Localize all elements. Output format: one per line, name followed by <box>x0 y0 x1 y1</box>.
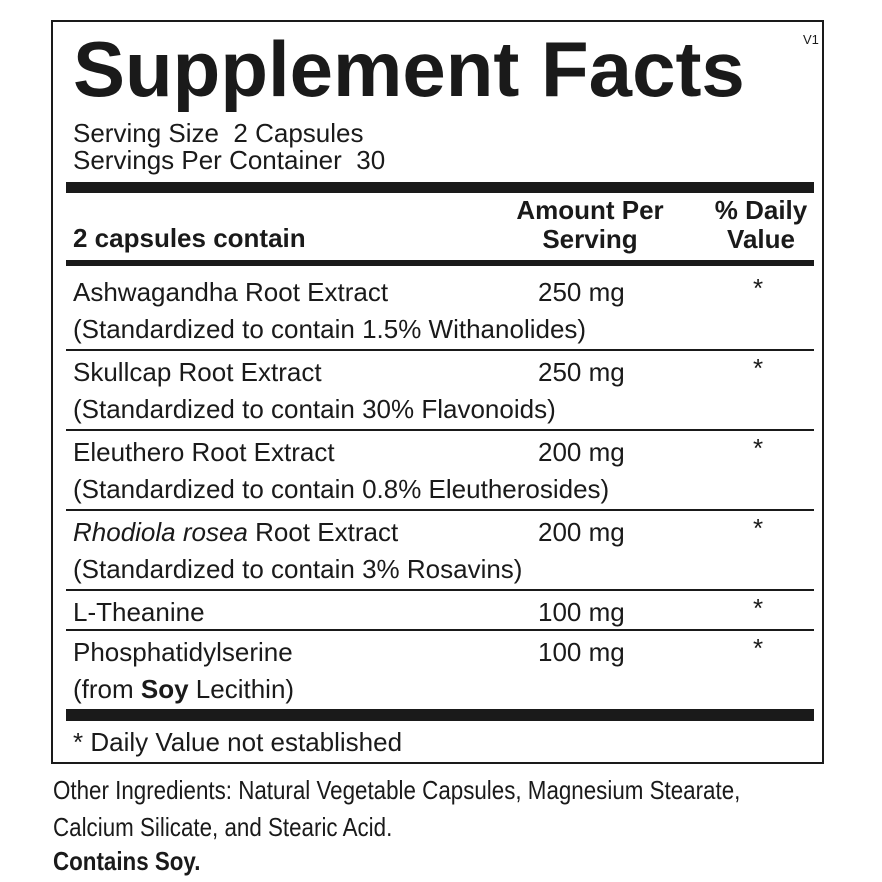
ingredient-amount: 200 mg <box>538 517 625 547</box>
ingredient-name: Eleuthero Root Extract <box>73 437 335 467</box>
ingredient-amount: 200 mg <box>538 437 625 467</box>
row-divider <box>66 349 814 351</box>
row-divider <box>66 629 814 631</box>
thick-divider-top <box>66 182 814 193</box>
ingredient-name: Skullcap Root Extract <box>73 357 322 387</box>
ingredient-name-italic: Rhodiola rosea <box>73 517 248 547</box>
ingredient-standardization: (Standardized to contain 3% Rosavins) <box>73 554 523 584</box>
ingredient-source <box>73 671 294 708</box>
ingredient-daily-value: * <box>753 513 764 543</box>
allergen-statement: Contains Soy. <box>53 846 201 876</box>
ingredient-daily-value: * <box>753 433 764 463</box>
header-contain: 2 capsules contain <box>73 223 306 253</box>
servings-per-container: Servings Per Container 30 <box>73 145 386 175</box>
thick-divider-bottom <box>66 709 814 721</box>
row-divider <box>66 509 814 511</box>
ingredient-name: L-Theanine <box>73 597 205 627</box>
row-divider <box>66 589 814 591</box>
ingredient-daily-value: * <box>753 273 764 303</box>
serving-size: Serving Size 2 Capsules <box>73 118 364 148</box>
header-amount-line1: Amount Per <box>516 195 664 225</box>
source-prefix: (from <box>73 674 141 704</box>
supplement-facts-panel <box>51 20 824 764</box>
ingredient-name: Ashwagandha Root Extract <box>73 277 389 307</box>
ingredient-amount: 100 mg <box>538 637 625 667</box>
row-divider <box>66 429 814 431</box>
ingredient-standardization: (Standardized to contain 1.5% Withanolides) <box>73 314 587 344</box>
ingredient-daily-value: * <box>753 593 764 623</box>
other-ingredients-line1: Other Ingredients: Natural Vegetable Capsules, Magnesium Stearate, <box>53 775 741 805</box>
header-dv-line1: % Daily <box>714 195 808 225</box>
header-amount <box>505 196 675 254</box>
ingredient-amount: 250 mg <box>538 357 625 387</box>
version-mark: V1 <box>803 32 819 47</box>
ingredient-standardization: (Standardized to contain 30% Flavonoids) <box>73 394 556 424</box>
header-daily-value <box>701 196 821 254</box>
ingredient-name: Phosphatidylserine <box>73 637 293 667</box>
ingredient-name <box>73 514 398 551</box>
other-ingredients-line2: Calcium Silicate, and Stearic Acid. <box>53 812 393 842</box>
header-amount-line2: Serving <box>542 224 638 254</box>
header-dv-line2: Value <box>727 224 795 254</box>
allergen-soy: Soy <box>140 674 189 704</box>
panel-title: Supplement Facts <box>73 25 745 113</box>
serving-info <box>73 120 385 174</box>
ingredient-name-rest: Root Extract <box>247 517 399 547</box>
ingredient-amount: 100 mg <box>538 597 625 627</box>
ingredient-amount: 250 mg <box>538 277 625 307</box>
ingredient-daily-value: * <box>753 633 764 663</box>
ingredient-standardization: (Standardized to contain 0.8% Eleutherosides) <box>73 474 610 504</box>
ingredient-daily-value: * <box>753 353 764 383</box>
other-ingredients <box>53 772 741 846</box>
medium-divider <box>66 260 814 266</box>
source-suffix: Lecithin) <box>188 674 295 704</box>
daily-value-footnote: * Daily Value not established <box>73 727 403 757</box>
